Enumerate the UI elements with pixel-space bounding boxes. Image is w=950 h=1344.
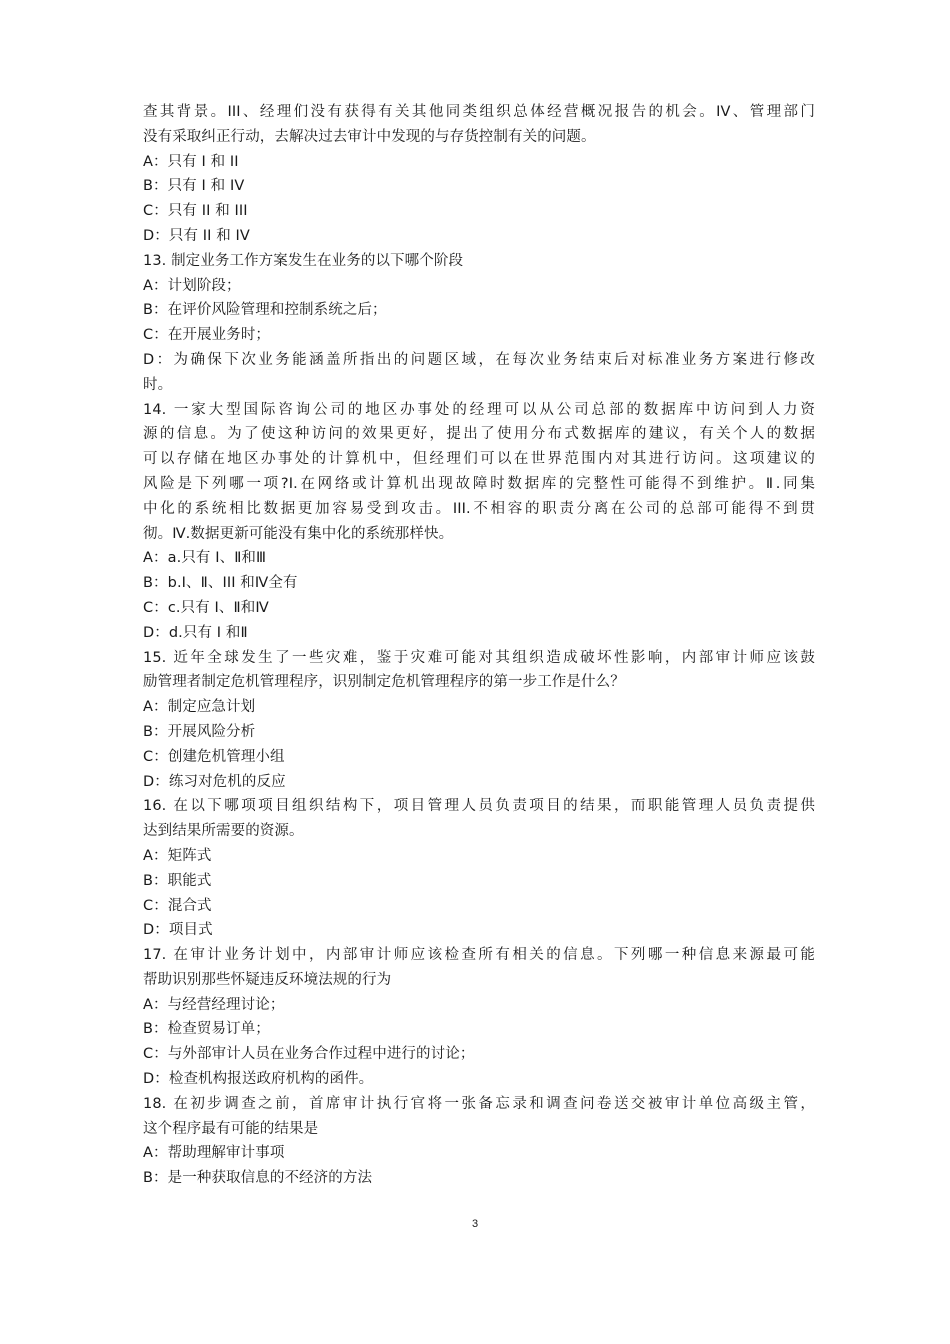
answer-option: B：在评价风险管理和控制系统之后； [143,302,387,319]
text-line: 达到结果所需要的资源。 [143,823,304,840]
answer-option: D：只有 II 和 IV [143,227,250,244]
question-17: 17. 在审计业务计划中，内部审计师应该检查所有相关的信息。下列哪一种信息来源最可能 [143,947,815,964]
answer-option: B：检查贸易订单； [143,1021,270,1038]
answer-option: D：练习对危机的反应 [143,773,286,790]
answer-option: A：矩阵式 [143,847,212,864]
answer-option: A：帮助理解审计事项 [143,1145,285,1162]
answer-option: B：b.I、Ⅱ、III 和Ⅳ全有 [143,575,298,592]
text-line: 时。 [143,376,173,393]
text-line: 可以存储在地区办事处的计算机中，但经理们可以在世界范围内对其进行访问。这项建议的 [143,451,815,468]
answer-option: D：为确保下次业务能涵盖所指出的问题区域，在每次业务结束后对标准业务方案进行修改 [143,351,815,368]
answer-option: D：检查机构报送政府机构的函件。 [143,1071,374,1088]
answer-option: C：与外部审计人员在业务合作过程中进行的讨论； [143,1046,475,1063]
answer-option: C：在开展业务时； [143,327,271,344]
answer-option: D：d.只有 I 和Ⅱ [143,624,248,641]
document-body [143,100,815,1191]
text-line: 这个程序最有可能的结果是 [143,1120,319,1137]
question-16: 16. 在以下哪项项目组织结构下，项目管理人员负责项目的结果，而职能管理人员负责提供 [143,798,815,815]
answer-option: A：制定应急计划 [143,699,256,716]
answer-option: B：是一种获取信息的不经济的方法 [143,1170,373,1187]
question-14: 14. 一家大型国际咨询公司的地区办事处的经理可以从公司总部的数据库中访问到人力资 [143,401,815,418]
text-line: 风险是下列哪一项?I.在网络或计算机出现故障时数据库的完整性可能得不到维护。Ⅱ.同集 [143,475,815,492]
answer-option: B：只有 I 和 IV [143,178,245,195]
answer-option: C：混合式 [143,897,212,914]
answer-option: C：创建危机管理小组 [143,748,285,765]
text-line: 彻。Ⅳ.数据更新可能没有集中化的系统那样快。 [143,525,454,542]
answer-option: A：与经营经理讨论； [143,996,285,1013]
text-line: 源的信息。为了使这种访问的效果更好，提出了使用分布式数据库的建议，有关个人的数据 [143,426,815,443]
question-18: 18. 在初步调查之前，首席审计执行官将一张备忘录和调查问卷送交被审计单位高级主管， [143,1095,815,1112]
answer-option: B：职能式 [143,872,212,889]
question-15: 15. 近年全球发生了一些灾难，鉴于灾难可能对其组织造成破坏性影响，内部审计师应该鼓 [143,649,815,666]
answer-option: A：a.只有 I、Ⅱ和Ⅲ [143,550,267,567]
text-line: 查其背景。III、经理们没有获得有关其他同类组织总体经营概况报告的机会。IV、管理部门 [143,104,815,120]
answer-option: A：只有 I 和 II [143,153,239,170]
question-13: 13. 制定业务工作方案发生在业务的以下哪个阶段 [143,252,464,269]
answer-option: D：项目式 [143,922,213,939]
answer-option: A：计划阶段； [143,277,241,294]
answer-option: C：只有 II 和 III [143,203,248,220]
text-line: 励管理者制定危机管理程序，识别制定危机管理程序的第一步工作是什么？ [143,674,625,691]
text-line: 没有采取纠正行动，去解决过去审计中发现的与存货控制有关的问题。 [143,128,596,145]
answer-option: B：开展风险分析 [143,723,256,740]
answer-option: C：c.只有 I、Ⅱ和Ⅳ [143,599,269,616]
page-number: 3 [471,1218,479,1230]
text-line: 中化的系统相比数据更加容易受到攻击。III.不相容的职责分离在公司的总部可能得不到贯 [143,500,815,517]
text-line: 帮助识别那些怀疑违反环境法规的行为 [143,971,392,988]
